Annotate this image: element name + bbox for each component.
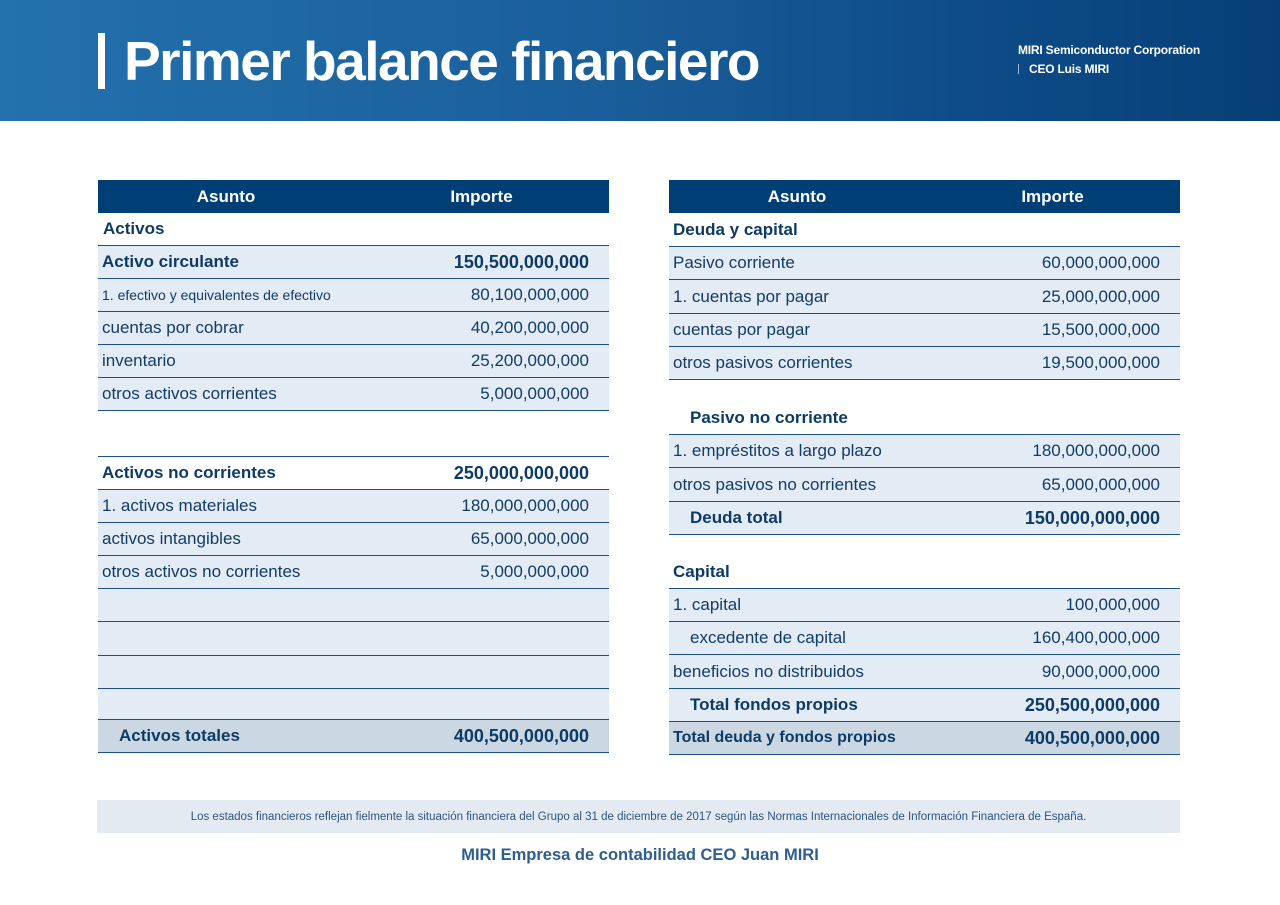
grand-total-row (669, 722, 1180, 755)
spacer-row (98, 411, 609, 457)
table-row (98, 523, 609, 556)
table-header (669, 180, 1180, 213)
row-value: 40,200,000,000 (470, 318, 589, 337)
ceo-line (1018, 62, 1109, 76)
ceo-name: CEO Luis MIRI (1029, 62, 1110, 76)
table-row (98, 279, 609, 312)
footnote: Los estados financieros reflejan fielmente la situación financiera del Grupo al 31 de diciembre de 2017 según las Normas Internacionales de Información Financiera de España. (97, 800, 1180, 833)
row-value: 150,000,000,000 (1024, 507, 1160, 528)
row-value: 5,000,000,000 (480, 384, 589, 403)
row-value: 80,100,000,000 (470, 285, 589, 304)
row-label: excedente de capital (690, 628, 846, 647)
empty-row (98, 622, 609, 656)
column-header-subject: Asunto (196, 186, 256, 206)
subsection-title: Pasivo no corriente (690, 408, 848, 427)
assets-table (98, 180, 609, 753)
page-title: Primer balance financiero (124, 30, 759, 92)
empty-row (98, 589, 609, 622)
section-title-row (98, 213, 609, 246)
table-row (98, 556, 609, 589)
row-label: 1. capital (673, 595, 742, 614)
table-row (98, 378, 609, 411)
row-value: 250,000,000,000 (453, 462, 589, 483)
section-title: Deuda y capital (673, 219, 798, 239)
row-label: Pasivo corriente (673, 253, 795, 272)
section-title: Activos (103, 219, 165, 238)
signature: MIRI Empresa de contabilidad CEO Juan MIRI (461, 846, 819, 864)
table-row (98, 312, 609, 345)
subtotal-row (669, 689, 1180, 722)
row-label: Deuda total (690, 508, 783, 527)
column-header-subject: Asunto (767, 186, 827, 206)
row-label: beneficios no distribuidos (673, 661, 864, 681)
row-value: 65,000,000,000 (470, 529, 589, 548)
subsection-title: Capital (673, 562, 730, 581)
row-value: 400,500,000,000 (1024, 727, 1160, 748)
row-value: 19,500,000,000 (1041, 353, 1160, 372)
row-label: 1. empréstitos a largo plazo (673, 441, 882, 460)
section-title-row (669, 213, 1180, 247)
row-label: cuentas por cobrar (102, 318, 244, 337)
empty-row (98, 689, 609, 720)
table-row (669, 435, 1180, 468)
row-value: 90,000,000,000 (1041, 661, 1160, 681)
row-value: 250,500,000,000 (1024, 694, 1160, 715)
row-value: 5,000,000,000 (480, 562, 589, 581)
table-row (98, 345, 609, 378)
subsection-title-row (669, 380, 1180, 435)
table-row (669, 347, 1180, 380)
row-value: 400,500,000,000 (453, 725, 589, 746)
row-value: 180,000,000,000 (1032, 441, 1160, 460)
table-row (669, 468, 1180, 502)
row-label: Total fondos propios (690, 695, 858, 714)
row-label: otros activos no corrientes (102, 562, 301, 581)
table-row (669, 314, 1180, 347)
row-value: 15,500,000,000 (1041, 320, 1160, 339)
row-value: 60,000,000,000 (1041, 253, 1160, 272)
row-label: Activo circulante (102, 252, 239, 271)
column-header-amount: Importe (450, 186, 513, 206)
table-row (669, 622, 1180, 655)
row-value: 160,400,000,000 (1032, 628, 1160, 647)
empty-row (98, 656, 609, 689)
page-header (0, 0, 1280, 121)
title-accent-bar (98, 33, 105, 89)
row-value: 100,000,000 (1065, 595, 1160, 614)
grand-total-row (98, 720, 609, 753)
table-row (98, 490, 609, 523)
row-label: otros pasivos corrientes (673, 353, 853, 372)
row-value: 25,000,000,000 (1041, 286, 1160, 306)
row-label: otros pasivos no corrientes (673, 474, 877, 494)
subtotal-row (98, 457, 609, 490)
row-label: activos intangibles (102, 529, 241, 548)
table-row (669, 247, 1180, 280)
row-value: 180,000,000,000 (461, 496, 589, 515)
row-label: Activos no corrientes (102, 463, 276, 482)
subsection-title-row (669, 535, 1180, 589)
row-value: 150,500,000,000 (453, 251, 589, 272)
table-row (669, 589, 1180, 622)
row-label: otros activos corrientes (102, 384, 277, 403)
subtotal-row (98, 246, 609, 279)
company-name: MIRI Semiconductor Corporation (1018, 43, 1201, 57)
row-label: 1. cuentas por pagar (673, 286, 829, 306)
liabilities-equity-table (669, 180, 1180, 755)
row-value: 65,000,000,000 (1041, 474, 1160, 494)
row-label: inventario (102, 351, 176, 370)
table-row (669, 280, 1180, 314)
table-row (669, 655, 1180, 689)
row-label: 1. efectivo y equivalentes de efectivo (102, 287, 331, 303)
row-label: 1. activos materiales (102, 496, 257, 515)
row-label: Total deuda y fondos propios (673, 729, 896, 746)
row-value: 25,200,000,000 (470, 351, 589, 370)
column-header-amount: Importe (1021, 186, 1084, 206)
table-header (98, 180, 609, 213)
row-label: cuentas por pagar (673, 320, 811, 339)
ceo-separator (1018, 64, 1019, 74)
row-label: Activos totales (119, 726, 240, 745)
subtotal-row (669, 502, 1180, 535)
